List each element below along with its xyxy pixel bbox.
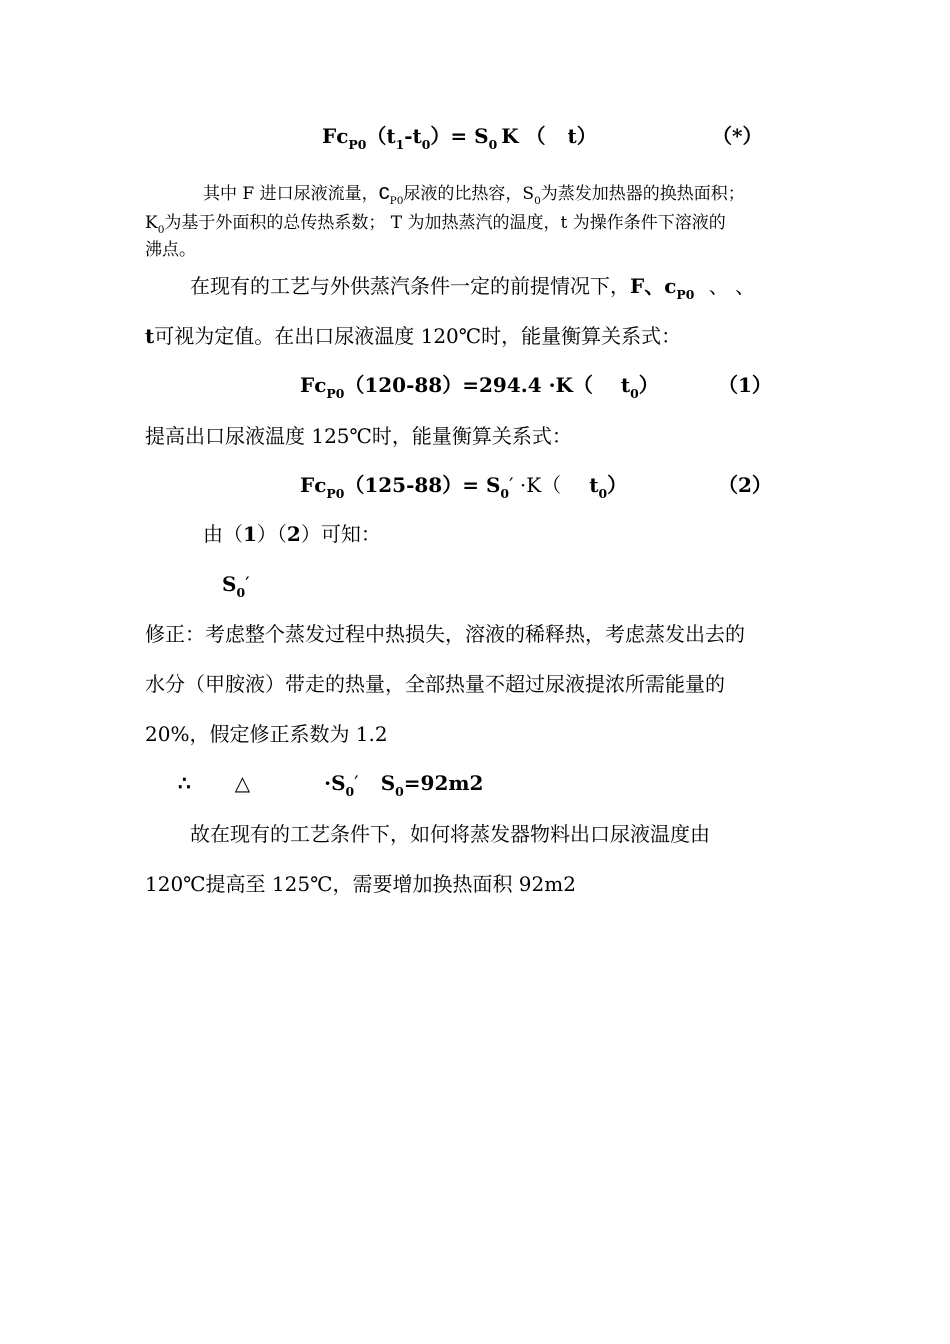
para1-tail: 、 、 — [702, 274, 756, 298]
note-line-3: 沸点。 — [145, 240, 196, 260]
eq2-f: Fc — [300, 473, 327, 497]
para1-line-2-rest: 可视为定值。在出口尿液温度 120℃时，能量衡算关系式： — [154, 324, 682, 348]
eq2-t: t — [589, 473, 599, 497]
note-text-c: 为蒸发加热器的换热面积； — [540, 184, 745, 204]
correction-line-3: 20%，假定修正系数为 1.2 — [145, 722, 388, 746]
formula-star-label: （*） — [712, 124, 763, 148]
formula-star-paren: （t — [366, 124, 396, 148]
para1-line-1 — [190, 274, 756, 302]
equation-2-label: （2） — [718, 473, 772, 497]
para1-t: t — [145, 324, 155, 348]
note-line-2 — [145, 213, 726, 236]
therefore-prime: ′ — [354, 771, 359, 795]
equation-2 — [300, 473, 628, 501]
formula-star-t1-sub: 1 — [395, 136, 405, 152]
formula-star-close: ）= S — [430, 124, 489, 148]
para1-F: F、c — [630, 274, 677, 298]
note-k: K — [145, 213, 158, 233]
eq1-f: Fc — [300, 373, 327, 397]
note-text-b: 尿液的比热容，S — [403, 184, 535, 204]
conclusion-line-1: 故在现有的工艺条件下，如何将蒸发器物料出口尿液温度由 — [190, 822, 710, 846]
s0-prime-s: S — [222, 572, 237, 596]
eq2-body: （125-88）= S — [344, 473, 501, 497]
from-b: ）（ — [256, 522, 287, 546]
therefore-sub-1: 0 — [345, 783, 355, 799]
formula-star-minus: -t — [404, 124, 422, 148]
s0-prime — [222, 572, 250, 600]
para1-line-2 — [145, 326, 681, 346]
correction-line-1: 修正：考虑整个蒸发过程中热损失，溶液的稀释热，考虑蒸发出去的 — [145, 622, 745, 646]
from-c: ）可知： — [300, 522, 381, 546]
from-a: 由（ — [203, 522, 243, 546]
formula-star-t0-sub: 0 — [421, 136, 431, 152]
eq2-sub: P0 — [326, 485, 345, 501]
therefore-result: =92m2 — [403, 771, 484, 795]
triangle-symbol: △ — [234, 771, 251, 795]
formula-star — [322, 124, 597, 152]
note-k-sub: 0 — [157, 223, 165, 236]
therefore-symbol: ∴ — [178, 771, 191, 795]
formula-star-sub: P0 — [348, 136, 367, 152]
eq2-close: ） — [607, 473, 628, 497]
from-one: 1 — [243, 522, 257, 546]
eq1-body: （120-88）=294.4 ·K（ — [344, 373, 593, 397]
from-two: 2 — [286, 522, 301, 546]
note-line-1 — [203, 179, 745, 207]
note-line-2-rest: 为基于外面积的总传热系数； T 为加热蒸汽的温度，t 为操作条件下溶液的 — [164, 213, 726, 233]
equation-1 — [300, 373, 659, 401]
equation-1-label: （1） — [718, 373, 772, 397]
formula-star-t: t） — [567, 124, 597, 148]
note-c: c — [378, 179, 390, 204]
eq2-prime: ′ ·K（ — [509, 473, 562, 497]
eq2-t-sub: 0 — [598, 485, 608, 501]
formula-star-f: Fc — [322, 124, 349, 148]
formula-star-k: K （ — [501, 124, 546, 148]
therefore-dot-s: ·S — [324, 771, 346, 795]
note-c-sub: P0 — [389, 194, 404, 207]
line-125: 提高出口尿液温度 125℃时，能量衡算关系式： — [145, 424, 572, 448]
therefore-line — [178, 771, 484, 799]
correction-line-2: 水分（甲胺液）带走的热量，全部热量不超过尿液提浓所需能量的 — [145, 672, 725, 696]
eq1-t: t — [620, 373, 631, 397]
eq2-s0-sub: 0 — [500, 485, 510, 501]
conclusion-line-2: 120℃提高至 125℃，需要增加换热面积 92m2 — [145, 872, 576, 896]
from-1-2-line — [203, 524, 381, 544]
eq1-sub: P0 — [326, 385, 345, 401]
para1-text: 在现有的工艺与外供蒸汽条件一定的前提情况下， — [190, 274, 630, 298]
eq1-close: ） — [638, 373, 659, 397]
s0-prime-mark: ′ — [245, 572, 250, 596]
s0-prime-sub: 0 — [236, 584, 246, 600]
therefore-s: S — [380, 771, 396, 795]
para1-sub: P0 — [676, 286, 695, 302]
note-s0-sub: 0 — [534, 194, 541, 207]
eq1-t-sub: 0 — [630, 385, 639, 401]
formula-star-s0-sub: 0 — [488, 136, 498, 152]
therefore-sub-2: 0 — [395, 783, 404, 799]
note-text-a: 其中 F 进口尿液流量， — [203, 184, 379, 204]
